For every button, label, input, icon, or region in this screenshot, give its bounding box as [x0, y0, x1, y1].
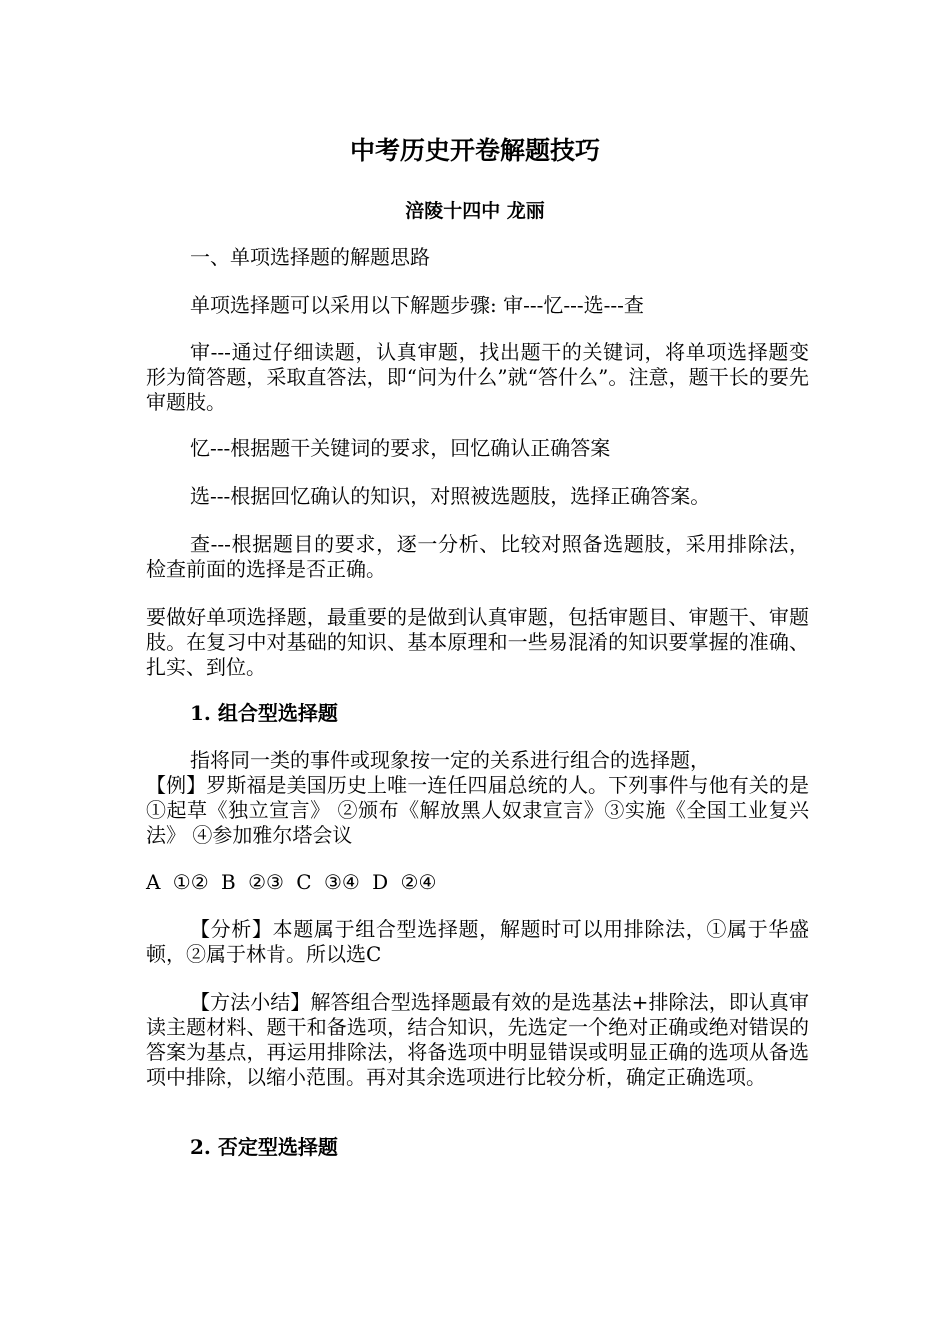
paragraph-yi: 忆---根据题干关键词的要求，回忆确认正确答案 — [190, 436, 611, 460]
answer-options: A ①② B ②③ C ③④ D ②④ — [146, 870, 437, 894]
paragraph-cha: 查---根据题目的要求，逐一分析、比较对照备选题肢，采用排除法，检查前面的选择是否正确。 — [146, 532, 809, 581]
paragraph-method-summary: 【方法小结】解答组合型选择题最有效的是选基法+排除法，即认真审读主题材料、题干和备选项，结合知识，先选定一个绝对正确或绝对错误的答案为基点，再运用排除法，将备选项中明显错误或明显正确的选项从备选项中排除，以缩小范围。再对其余选项进行比较分析，确定正确选项。 — [146, 990, 809, 1089]
section-heading-single-choice: 一、单项选择题的解题思路 — [190, 245, 430, 269]
document-author: 涪陵十四中 龙丽 — [405, 200, 545, 222]
document-title: 中考历史开卷解题技巧 — [349, 136, 600, 165]
paragraph-example: 【例】罗斯福是美国历史上唯一连任四届总统的人。下列事件与他有关的是①起草《独立宣言》 ②颁布《解放黑人奴隶宣言》③实施《全国工业复兴法》 ④参加雅尔塔会议 — [146, 773, 809, 847]
paragraph-shen: 审---通过仔细读题，认真审题，找出题干的关键词，将单项选择题变形为简答题，采取直答法，即“问为什么”就“答什么”。注意，题干长的要先审题肢。 — [146, 340, 809, 414]
subheading-negation-type: 2. 否定型选择题 — [190, 1135, 338, 1159]
subheading-combination-type: 1. 组合型选择题 — [190, 701, 338, 725]
paragraph-analysis: 【分析】本题属于组合型选择题，解题时可以用排除法，①属于华盛顿，②属于林肯。所以选C — [146, 917, 809, 966]
paragraph-xuan: 选---根据回忆确认的知识，对照被选题肢，选择正确答案。 — [190, 484, 711, 508]
paragraph-key-point: 要做好单项选择题，最重要的是做到认真审题，包括审题目、审题干、审题肢。在复习中对基础的知识、基本原理和一些易混淆的知识要掌握的准确、扎实、到位。 — [146, 605, 809, 679]
paragraph-steps: 单项选择题可以采用以下解题步骤: 审---忆---选---查 — [190, 293, 644, 317]
paragraph-combination-definition: 指将同一类的事件或现象按一定的关系进行组合的选择题， — [190, 748, 710, 772]
